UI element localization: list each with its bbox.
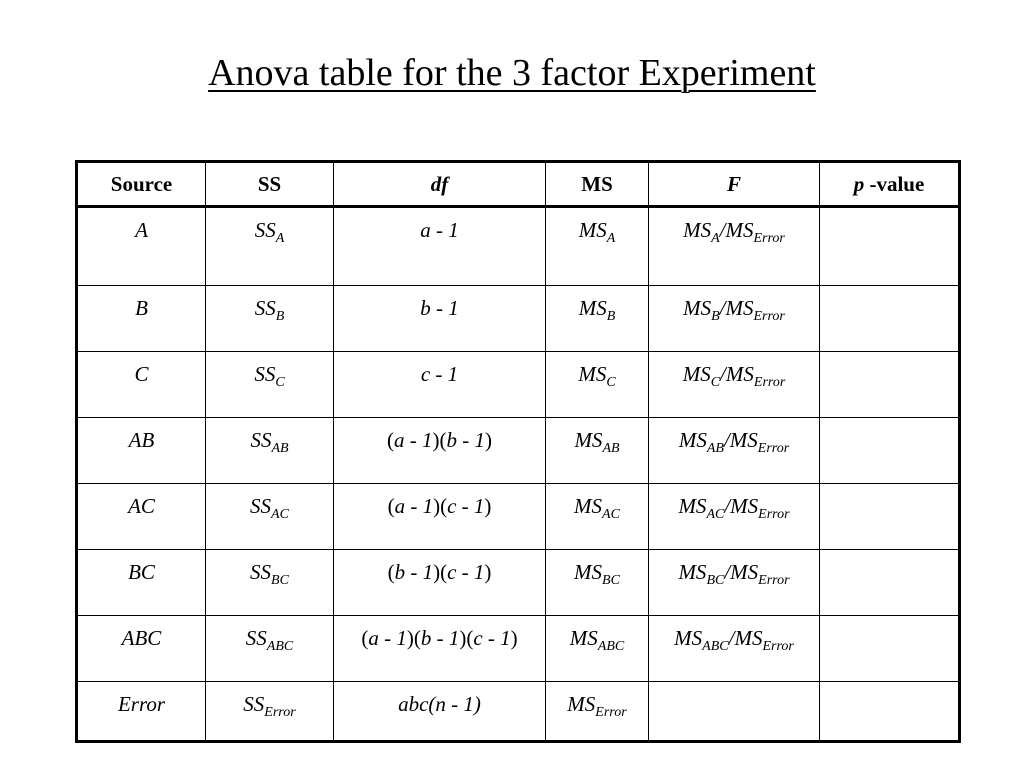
df-part: )( [433, 560, 448, 584]
f-numerator-subscript: C [710, 375, 721, 390]
f-numerator: MS [678, 494, 707, 518]
table-row [77, 286, 960, 352]
df-part: a - 1 [394, 494, 434, 518]
cell-ss [206, 616, 334, 682]
ms-symbol: MS [574, 494, 603, 518]
f-denominator-subscript: Error [758, 507, 790, 522]
ms-subscript: ABC [597, 639, 625, 654]
ss-subscript: Error [264, 705, 296, 720]
f-numerator: MS [678, 428, 707, 452]
ss-symbol: SS [245, 626, 267, 650]
ss-subscript: A [275, 231, 285, 246]
f-numerator-subscript: B [711, 309, 720, 324]
cell-source: AB [77, 418, 206, 484]
cell-source: A [77, 207, 206, 286]
cell-ss [206, 286, 334, 352]
cell-ss [206, 352, 334, 418]
header-ss: SS [206, 162, 334, 207]
header-row [77, 162, 960, 207]
df-part: c - 1 [420, 362, 459, 386]
f-denominator: MS [734, 626, 763, 650]
cell-ms [546, 352, 649, 418]
anova-body [77, 207, 960, 742]
f-denominator: MS [730, 560, 759, 584]
ms-subscript: BC [602, 573, 620, 588]
cell-f: $MS_B/MS_{Error}$ [649, 286, 820, 352]
cell-f: $MS_{ABC}/MS_{Error}$ [649, 616, 820, 682]
cell-p-value [820, 286, 960, 352]
df-part: ( [387, 428, 394, 452]
f-denominator-subscript: Error [753, 231, 785, 246]
cell-ss [206, 418, 334, 484]
cell-source: Error [77, 682, 206, 742]
cell-ms [546, 286, 649, 352]
df-part: c - 1 [473, 626, 511, 650]
f-denominator: MS [729, 428, 758, 452]
ss-subscript: AB [271, 441, 289, 456]
ms-subscript: AB [602, 441, 620, 456]
cell-df [334, 418, 546, 484]
f-denominator: MS [725, 218, 754, 242]
f-denominator-subscript: Error [758, 573, 790, 588]
table-row [77, 616, 960, 682]
df-part: a - 1 [394, 428, 433, 452]
header-df-label: df [430, 171, 449, 196]
df-part: b - 1 [420, 296, 459, 320]
cell-f: $MS_C/MS_{Error}$ [649, 352, 820, 418]
f-numerator-subscript: ABC [702, 639, 729, 654]
ss-symbol: SS [254, 218, 276, 242]
cell-p-value [820, 352, 960, 418]
cell-p-value [820, 616, 960, 682]
ss-symbol: SS [254, 296, 276, 320]
f-numerator-subscript: A [711, 231, 720, 246]
cell-f: $MS_A/MS_{Error}$ [649, 207, 820, 286]
f-numerator: MS [678, 560, 707, 584]
ms-subscript: C [606, 375, 616, 390]
f-numerator: MS [682, 362, 711, 386]
cell-f: $MS_{BC}/MS_{Error}$ [649, 550, 820, 616]
f-numerator-subscript: AB [706, 441, 724, 456]
cell-ss [206, 682, 334, 742]
cell-df [334, 286, 546, 352]
header-p-value [820, 162, 960, 207]
header-source: Source [77, 162, 206, 207]
cell-ms [546, 418, 649, 484]
slide-title: Anova table for the 3 factor Experiment [208, 52, 816, 94]
cell-source: B [77, 286, 206, 352]
df-part: )( [432, 428, 447, 452]
ss-subscript: B [275, 309, 285, 324]
cell-df [334, 616, 546, 682]
cell-source: C [77, 352, 206, 418]
ss-symbol: SS [250, 560, 272, 584]
df-part: b - 1 [394, 560, 434, 584]
f-denominator: MS [730, 494, 759, 518]
ms-symbol: MS [569, 626, 598, 650]
df-part: )( [406, 626, 421, 650]
df-part: ( [361, 626, 369, 650]
f-denominator: MS [725, 296, 754, 320]
ss-symbol: SS [250, 428, 272, 452]
cell-ms [546, 682, 649, 742]
f-numerator: MS [683, 296, 712, 320]
df-part: )( [433, 494, 448, 518]
df-part: a - 1 [420, 218, 459, 242]
table-row [77, 550, 960, 616]
header-p-suffix: -value [864, 171, 925, 196]
table-row [77, 484, 960, 550]
cell-df [334, 352, 546, 418]
ms-subscript: Error [595, 705, 627, 720]
cell-f: $MS_{AB}/MS_{Error}$ [649, 418, 820, 484]
cell-ss [206, 207, 334, 286]
ms-symbol: MS [578, 362, 607, 386]
f-numerator: MS [683, 218, 712, 242]
ss-subscript: BC [271, 573, 289, 588]
ss-subscript: AC [271, 507, 289, 522]
cell-ss [206, 550, 334, 616]
df-part: ) [484, 560, 492, 584]
header-p-letter: p [853, 171, 865, 196]
cell-p-value [820, 484, 960, 550]
cell-source: ABC [77, 616, 206, 682]
cell-df [334, 682, 546, 742]
ss-symbol: SS [243, 692, 265, 716]
f-denominator-subscript: Error [762, 639, 794, 654]
cell-ms [546, 207, 649, 286]
header-df [334, 162, 546, 207]
df-part: abc(n - 1) [398, 692, 481, 716]
table-row [77, 207, 960, 286]
cell-f: $MS_{AC}/MS_{Error}$ [649, 484, 820, 550]
cell-source: AC [77, 484, 206, 550]
header-ms: MS [546, 162, 649, 207]
ss-symbol: SS [254, 362, 276, 386]
ms-symbol: MS [574, 560, 603, 584]
cell-p-value [820, 682, 960, 742]
header-f [649, 162, 820, 207]
f-denominator-subscript: Error [757, 441, 790, 456]
ms-symbol: MS [574, 428, 603, 452]
cell-ms [546, 484, 649, 550]
ms-symbol: MS [578, 218, 607, 242]
ms-subscript: B [606, 309, 616, 324]
cell-ms [546, 550, 649, 616]
df-part: )( [459, 626, 474, 650]
f-numerator: MS [674, 626, 703, 650]
df-part: b - 1 [446, 428, 485, 452]
ss-subscript: ABC [266, 639, 294, 654]
cell-ms [546, 616, 649, 682]
df-part: ) [485, 428, 492, 452]
df-part: ) [510, 626, 518, 650]
cell-p-value [820, 550, 960, 616]
df-part: a - 1 [368, 626, 407, 650]
cell-df [334, 207, 546, 286]
table-row [77, 418, 960, 484]
df-part: b - 1 [420, 626, 460, 650]
table-row [77, 682, 960, 742]
f-numerator-subscript: BC [706, 573, 725, 588]
table-row [77, 352, 960, 418]
cell-f [649, 682, 820, 742]
cell-source: BC [77, 550, 206, 616]
ms-symbol: MS [567, 692, 596, 716]
f-denominator-subscript: Error [753, 375, 786, 390]
cell-df [334, 550, 546, 616]
ms-symbol: MS [578, 296, 607, 320]
df-part: c - 1 [447, 560, 485, 584]
ss-subscript: C [275, 375, 285, 390]
anova-table [75, 160, 961, 743]
cell-df [334, 484, 546, 550]
df-part: ) [484, 494, 492, 518]
f-denominator-subscript: Error [753, 309, 785, 324]
df-part: ( [387, 560, 395, 584]
ms-subscript: A [606, 231, 616, 246]
f-numerator-subscript: AC [706, 507, 725, 522]
df-part: ( [387, 494, 395, 518]
f-denominator: MS [725, 362, 754, 386]
ss-symbol: SS [250, 494, 272, 518]
cell-ss [206, 484, 334, 550]
df-part: c - 1 [447, 494, 485, 518]
header-f-label: F [726, 171, 741, 196]
cell-p-value [820, 207, 960, 286]
ms-subscript: AC [602, 507, 620, 522]
cell-p-value [820, 418, 960, 484]
